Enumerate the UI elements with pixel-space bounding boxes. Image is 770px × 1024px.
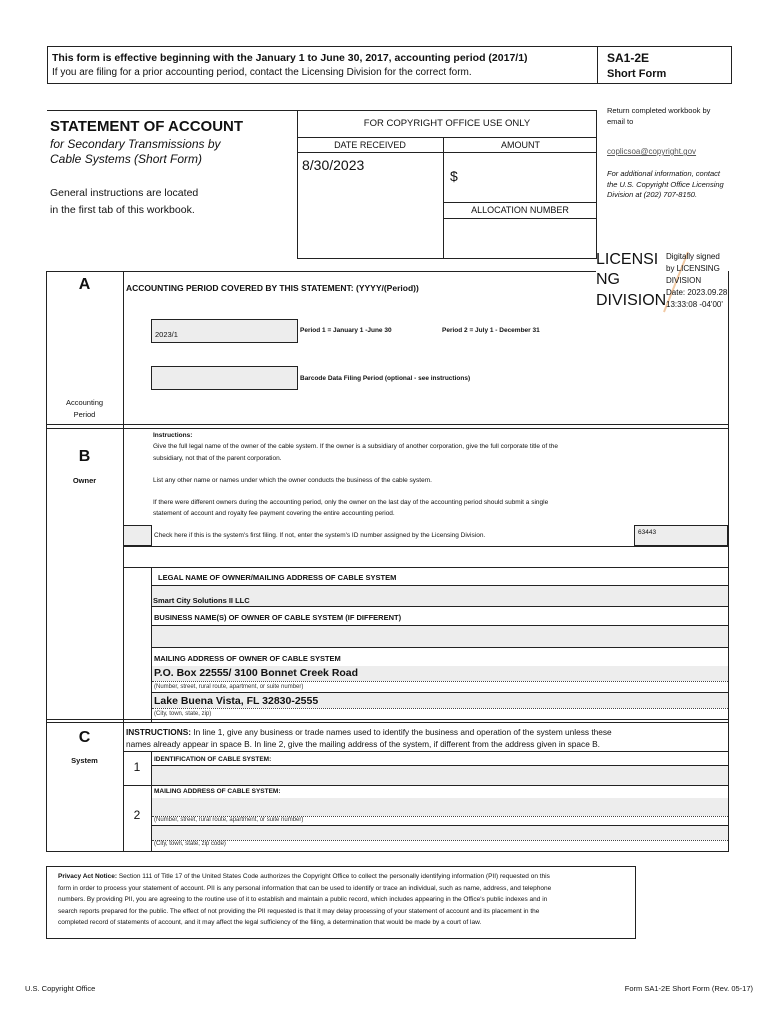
section-c-name: System (71, 756, 98, 765)
owner-instructions-1b: subsidiary, not that of the parent corporation. (153, 455, 282, 462)
signature-big-2: NG (596, 271, 620, 288)
owner-instructions-3a: If there were different owners during the accounting period, only the owner on the last day of the accounting period should submit a single (153, 499, 549, 506)
system-address-input[interactable] (152, 798, 728, 816)
section-a-letter: A (78, 276, 91, 293)
privacy-notice (58, 871, 630, 929)
privacy-line-4: search reports prepared for the public. The effect of not providing the PII requested is that it may delay processing of your statement of account and its placement in the (58, 907, 540, 915)
first-filing-checkbox[interactable] (123, 525, 152, 546)
system-mailing-label: MAILING ADDRESS OF CABLE SYSTEM: (154, 788, 281, 795)
section-c-letter: C (78, 729, 91, 746)
accounting-period-input[interactable] (151, 319, 298, 343)
effective-notice-line2: If you are filing for a prior accounting period, contact the Licensing Division for the correct form. (52, 67, 472, 78)
amount-symbol: $ (450, 168, 458, 184)
first-filing-label: Check here if this is the system's first filing. If not, enter the system's ID number assigned by the Licensing Division. (154, 532, 486, 539)
owner-address-value: P.O. Box 22555/ 3100 Bonnet Creek Road (154, 667, 359, 679)
owner-mailing-label: MAILING ADDRESS OF OWNER OF CABLE SYSTEM (154, 654, 341, 663)
office-use-box (297, 110, 597, 259)
return-instructions: Return completed workbook by email to (607, 106, 711, 126)
system-identification-label: IDENTIFICATION OF CABLE SYSTEM: (154, 756, 272, 763)
signature-big-3: DIVISION (596, 292, 667, 309)
owner-address-input[interactable] (152, 666, 728, 681)
system-instructions (126, 726, 728, 750)
owner-instructions-1a: Give the full legal name of the owner of the cable system. If the owner is a subsidiary of another corporation, give the full corporate title of the (153, 443, 559, 450)
barcode-period-input[interactable] (151, 366, 298, 390)
form-name: Short Form (607, 68, 667, 80)
privacy-line-5: completed record of statements of account, and it may affect the legal sufficiency of the filing, a determination that would be made by a court of law. (58, 919, 482, 926)
title-top-rule (47, 110, 297, 111)
date-received-label: DATE RECEIVED (334, 140, 406, 150)
legal-name-label: LEGAL NAME OF OWNER/MAILING ADDRESS OF CABLE SYSTEM (158, 573, 397, 582)
office-use-heading: FOR COPYRIGHT OFFICE USE ONLY (363, 118, 531, 129)
allocation-number-label: ALLOCATION NUMBER (471, 205, 569, 215)
accounting-period-value: 2023/1 (155, 330, 178, 339)
owner-city-input[interactable] (152, 693, 728, 708)
owner-city-value: Lake Buena Vista, FL 32830-2555 (154, 695, 319, 707)
date-received-value: 8/30/2023 (302, 157, 365, 173)
barcode-period-label: Barcode Data Filing Period (optional - see instructions) (300, 375, 471, 382)
effective-notice-line1: This form is effective beginning with the January 1 to June 30, 2017, accounting period (2017/1) (52, 52, 528, 64)
signature-detail-1: Digitally signed (666, 252, 720, 261)
owner-instructions-3b: statement of account and royalty fee payment covering the entire accounting period. (153, 510, 395, 517)
amount-label: AMOUNT (501, 140, 540, 150)
signature-detail-5: 13:33:08 -04'00' (666, 300, 723, 309)
privacy-line-1: Section 111 of Title 17 of the United States Code authorizes the Copyright Office to collect the personally identifying information (PII) requested on this (117, 873, 550, 880)
system-row-2-number: 2 (133, 808, 141, 822)
page-subtitle-2: Cable Systems (Short Form) (50, 152, 203, 166)
system-address-hint: (Number, street, rural route, apartment, or suite number) (154, 817, 304, 823)
signature-detail-3: DIVISION (666, 276, 702, 285)
owner-address-hint: (Number, street, rural route, apartment, or suite number) (154, 684, 304, 690)
period-1-note: Period 1 = January 1 -June 30 (300, 327, 392, 334)
legal-name-input[interactable] (152, 586, 728, 606)
additional-info: For additional information, contact the U.S. Copyright Office Licensing Division at (202) 707-8150. (607, 169, 724, 199)
business-name-label: BUSINESS NAME(S) OF OWNER OF CABLE SYSTEM (IF DIFFERENT) (154, 613, 402, 622)
owner-instructions-2: List any other name or names under which the owner conducts the business of the cable system. (153, 477, 432, 484)
system-identification-input[interactable] (152, 765, 728, 785)
privacy-line-2: form in order to process your statement of account. PII is any personal information that can be used to identify or trace an individual, such as name, address, and telephone (58, 884, 552, 892)
legal-name-value: Smart City Solutions II LLC (153, 596, 250, 605)
system-city-hint: (City, town, state, zip code) (154, 841, 226, 847)
system-row-1-number: 1 (133, 760, 141, 774)
signature-detail-2: by LICENSING (666, 264, 720, 273)
period-2-note: Period 2 = July 1 - December 31 (442, 327, 540, 334)
footer-right: Form SA1-2E Short Form (Rev. 05-17) (624, 984, 753, 993)
page-subtitle-1: for Secondary Transmissions by (50, 137, 221, 151)
footer-left: U.S. Copyright Office (25, 984, 96, 993)
section-a-name-2: Period (73, 410, 96, 419)
owner-instructions-title: Instructions: (153, 432, 193, 439)
signature-detail-4: Date: 2023.09.28 (666, 288, 728, 297)
system-instructions-b: names already appear in space B. In line 2, give the mailing address of the system, if different from the address given in space B. (126, 739, 600, 749)
section-b-letter: B (78, 448, 91, 465)
section-b-name: Owner (72, 476, 97, 485)
system-instructions-a: In line 1, give any business or trade names used to identify the business and operation of the system unless these (191, 727, 612, 737)
privacy-line-3: numbers. By providing PII, you are agreeing to the routine use of it to establish and maintain a public record, which includes appearing in the Office's public indexes and in (58, 896, 548, 903)
system-id-input[interactable] (634, 525, 728, 546)
owner-city-hint: (City, town, state, zip) (154, 711, 212, 717)
section-a-name-1: Accounting (65, 398, 104, 407)
signature-stamp (596, 250, 736, 314)
system-city-input[interactable] (152, 826, 728, 840)
business-name-input[interactable] (152, 626, 728, 647)
general-instructions-2: in the first tab of this workbook. (50, 204, 195, 216)
privacy-notice-title: Privacy Act Notice: (58, 873, 118, 880)
form-id: SA1-2E (607, 51, 650, 65)
signature-big-1: LICENSI (596, 251, 659, 268)
general-instructions-1: General instructions are located (50, 187, 199, 199)
page-title: STATEMENT OF ACCOUNT (50, 118, 244, 135)
email-link[interactable]: coplicsoa@copyright.gov (607, 147, 697, 156)
system-id-value: 63443 (638, 529, 657, 536)
accounting-period-heading: ACCOUNTING PERIOD COVERED BY THIS STATEMENT: (YYYY/(Period)) (126, 283, 419, 293)
system-instructions-bold: INSTRUCTIONS: (126, 727, 191, 737)
